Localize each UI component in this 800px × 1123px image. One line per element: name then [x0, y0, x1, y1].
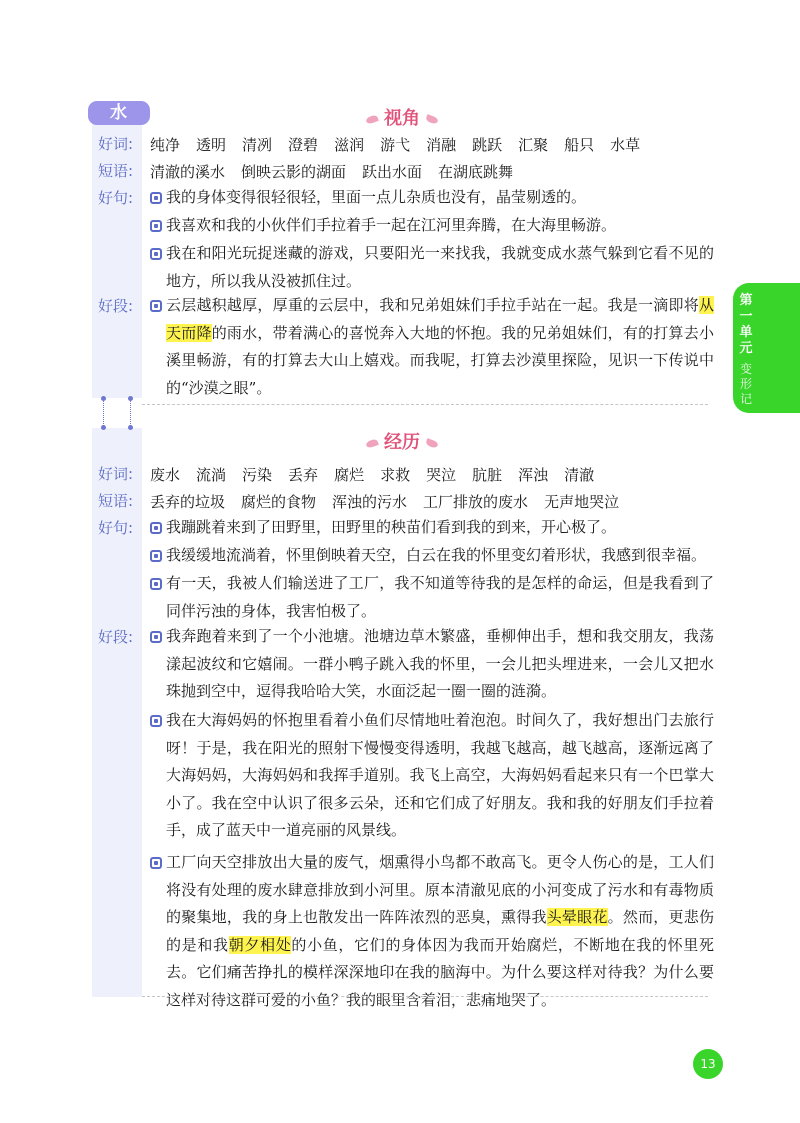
bullet-icon: [150, 857, 162, 869]
leaf-icon: [365, 438, 379, 449]
label-sentences: 好句:: [98, 189, 134, 207]
left-strip: [92, 120, 142, 997]
connector-right: [130, 398, 132, 428]
section-title-perspective: 视角: [92, 104, 712, 130]
label-phrases: 短语:: [98, 492, 134, 510]
sentence-2-3: 有一天，我被人们输送进了工厂，我不知道等待我的是怎样的命运，但是我看到了同伴污浊的身体，我害怕极了。: [166, 574, 714, 620]
highlight-phrase: 从天而降: [166, 296, 714, 342]
connector-left: [103, 398, 105, 428]
label-paragraph: 好段:: [98, 628, 134, 646]
phrase-list-1: 清澈的溪水 倒映云影的湖面 跃出水面 在湖底跳舞: [150, 163, 514, 181]
bullet-icon: [150, 631, 162, 643]
label-sentences: 好句:: [98, 519, 134, 537]
bullet-icon: [150, 220, 162, 232]
bullet-icon: [150, 522, 162, 534]
bullet-icon: [150, 248, 162, 260]
sentence-2-1: 我蹦跳着来到了田野里，田野里的秧苗们看到我的到来，开心极了。: [166, 518, 617, 536]
highlight-phrase: 头晕眼花: [546, 908, 608, 926]
label-phrases: 短语:: [98, 162, 134, 180]
word-list-2: 废水 流淌 污染 丢弃 腐烂 求救 哭泣 肮脏 浑浊 清澈: [150, 466, 595, 484]
unit-subtitle: 变 形 记: [739, 362, 752, 406]
phrase-list-2: 丢弃的垃圾 腐烂的食物 浑浊的污水 工厂排放的废水 无声地哭泣: [150, 493, 620, 511]
label-good-words: 好词:: [98, 135, 134, 153]
section-title-experience: 经历: [92, 428, 712, 454]
sentence-1-3: 我在和阳光玩捉迷藏的游戏，只要阳光一来找我，我就变成水蒸气躲到它看不见的地方，所以我从没被抓住过。: [166, 244, 714, 290]
section-divider: [142, 404, 708, 405]
bullet-icon: [150, 192, 162, 204]
label-good-words: 好词:: [98, 465, 134, 483]
bullet-icon: [150, 550, 162, 562]
topic-tab: 水: [88, 101, 150, 125]
sentence-2-2: 我缓缓地流淌着，怀里倒映着天空，白云在我的怀里变幻着形状，我感到很幸福。: [166, 546, 707, 564]
bullet-icon: [150, 715, 162, 727]
leaf-icon: [425, 114, 439, 125]
highlight-phrase: 朝夕相处: [228, 935, 292, 954]
sentence-1-1: 我的身体变得很轻很轻，里面一点儿杂质也没有，晶莹剔透的。: [166, 188, 587, 206]
sentence-1-2: 我喜欢和我的小伙伴们手拉着手一起在江河里奔腾，在大海里畅游。: [166, 216, 617, 234]
strip-gap: [92, 398, 142, 428]
label-paragraph: 好段:: [98, 297, 134, 315]
word-list-1: 纯净 透明 清冽 澄碧 滋润 游弋 消融 跳跃 汇聚 船只 水草: [150, 136, 641, 154]
leaf-icon: [365, 114, 379, 125]
bullet-icon: [150, 578, 162, 590]
bullet-icon: [150, 300, 162, 312]
paragraph-2-1: 我奔跑着来到了一个小池塘。池塘边草木繁盛，垂柳伸出手，想和我交朋友，我荡漾起波纹和它嬉闹。一群小鸭子跳入我的怀里，一会儿把头埋进来，一会儿又把水珠抛到空中，逗得我哈哈大笑，水面泛起一圈一圈的涟漪。: [166, 627, 714, 700]
page-number: 13: [693, 1049, 723, 1079]
paragraph-2-3: 工厂向天空排放出大量的废气，烟熏得小鸟都不敢高飞。更令人伤心的是，工人们将没有处理的废水肆意排放到小河里。原本清澈见底的小河变成了污水和有毒物质的聚集地，我的身上也散发出一阵阵浓烈的恶臭，熏得我头晕眼花。然而，更悲伤的是和我朝夕相处的小鱼，它们的身体因为我而开始腐烂，不断地在我的怀里死去。它们痛苦挣扎的模样深深地印在我的脑海中。为什么要这样对待我？为什么要这样对待这群可爱的小鱼？我的眼里含着泪，悲痛地哭了。: [166, 853, 714, 1009]
paragraph-2-2: 我在大海妈妈的怀抱里看着小鱼们尽情地吐着泡泡。时间久了，我好想出门去旅行呀！于是，我在阳光的照射下慢慢变得透明，我越飞越高，越飞越高，逐渐远离了大海妈妈，大海妈妈和我挥手道别。我飞上高空，大海妈妈看起来只有一个巴掌大小了。我在空中认识了很多云朵，还和它们成了好朋友。我和我的好朋友们手拉着手，成了蓝天中一道亮丽的风景线。: [166, 711, 714, 839]
unit-title: 第 一 单 元: [739, 293, 753, 356]
bottom-divider: [142, 996, 708, 997]
leaf-icon: [425, 438, 439, 449]
paragraph-1: 云层越积越厚，厚重的云层中，我和兄弟姐妹们手拉手站在一起。我是一滴即将从天而降的雨水，带着满心的喜悦奔入大地的怀抱。我的兄弟姐妹们，有的打算去小溪里畅游，有的打算去大山上嬉戏。而我呢，打算去沙漠里探险，见识一下传说中的“沙漠之眼”。: [166, 296, 714, 397]
